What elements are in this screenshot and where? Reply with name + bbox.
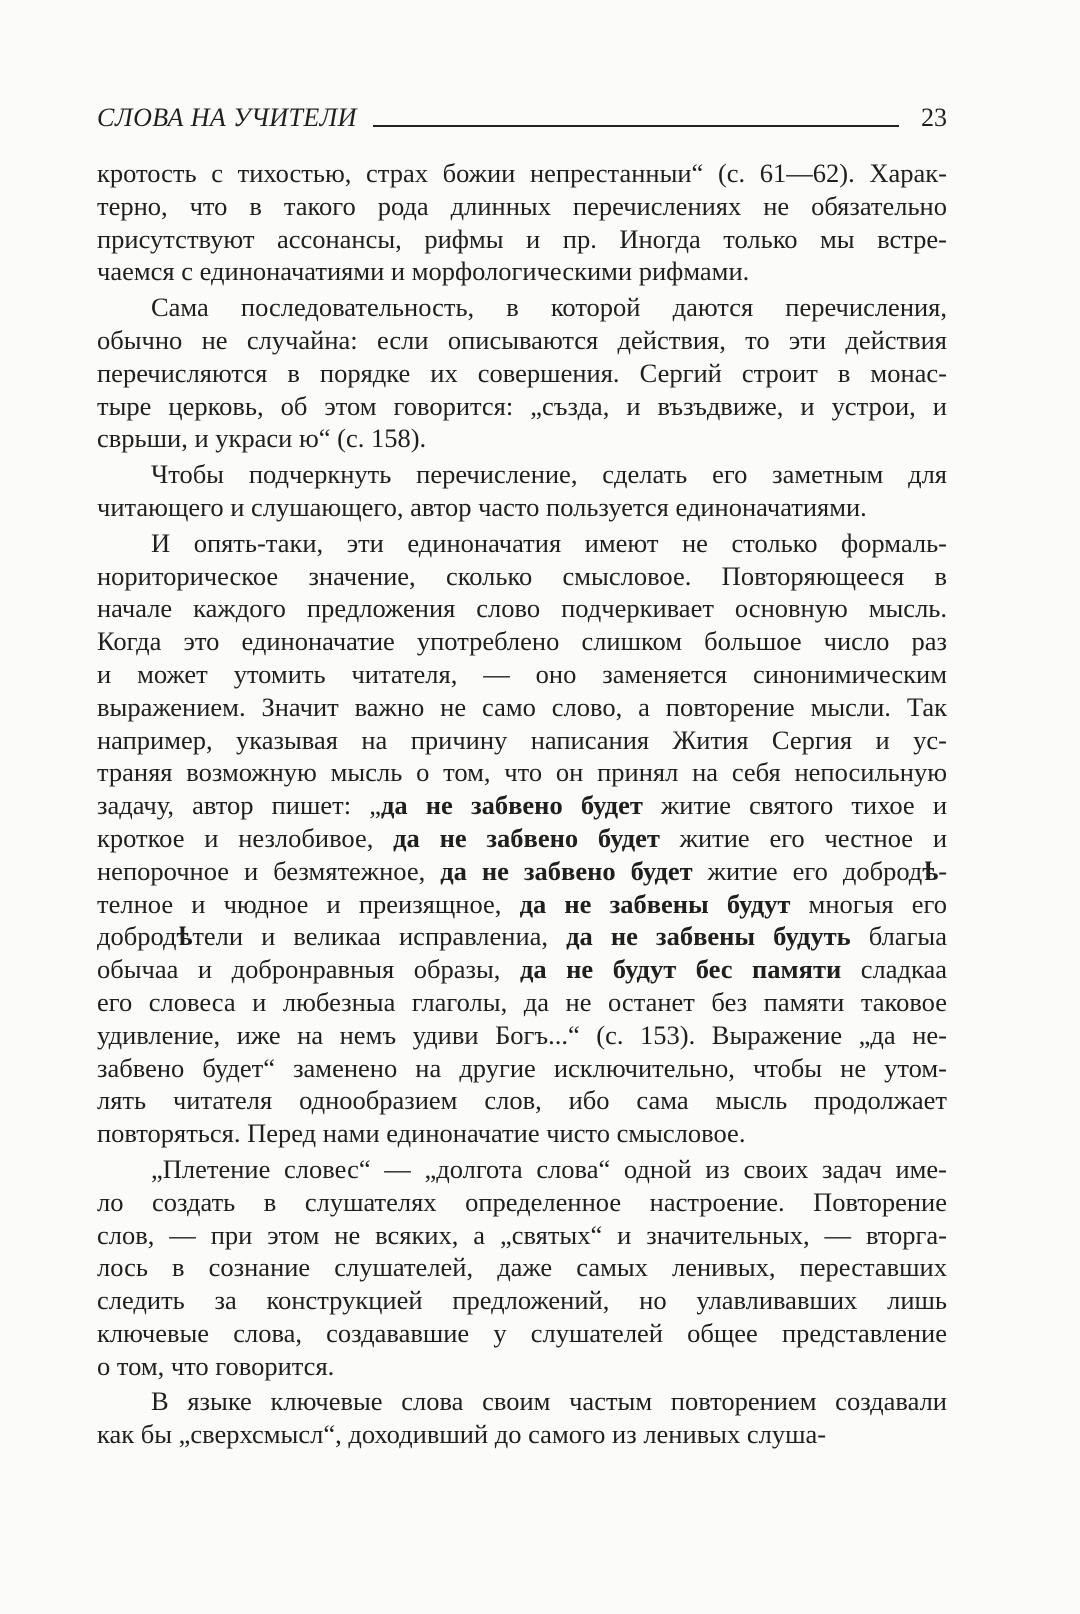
text-run: начале каждого предложения слово подчеркивает основную мысль. <box>97 593 947 624</box>
text-line <box>97 1186 947 1219</box>
text-run: нориторическое значение, сколько смысловое. Повторяющееся в <box>97 560 947 591</box>
text-run: чаемся с единоначатиями и морфологическими рифмами. <box>97 256 750 287</box>
bold-text-run: ѣ <box>922 855 939 886</box>
text-run: лять читателя однообразием слов, ибо сама мысль продолжает <box>97 1085 947 1116</box>
paragraph <box>97 458 947 524</box>
text-run: сврьши, и украси ю“ (с. 158). <box>97 423 427 454</box>
text-run: кроткое и незлобивое, <box>97 822 394 853</box>
text-run: благыа <box>850 921 947 952</box>
bold-text-run: да не забвено будет <box>393 822 660 853</box>
body-text <box>97 157 947 1451</box>
bold-text-run: да не забвено будет <box>440 855 693 886</box>
text-run: о том, что говорится. <box>97 1350 335 1381</box>
text-line <box>97 756 947 789</box>
paragraph <box>97 1385 947 1451</box>
text-line <box>97 625 947 658</box>
text-line <box>97 658 947 691</box>
text-line <box>97 1052 947 1085</box>
running-title: СЛОВА НА УЧИТЕЛИ <box>97 103 357 132</box>
text-line <box>97 592 947 625</box>
text-line <box>97 1153 947 1186</box>
text-run: тели и великаа исправлениа, <box>192 921 567 952</box>
text-line <box>97 255 947 288</box>
text-run: задачу, автор пишет: „ <box>97 790 381 821</box>
paragraph <box>97 527 947 1150</box>
text-run: Чтобы подчеркнуть перечисление, сделать его заметным для <box>151 459 947 490</box>
text-run: В языке ключевые слова своим частым повторением создавали <box>151 1386 947 1417</box>
text-line <box>97 855 947 888</box>
text-run: как бы „сверхсмысл“, доходивший до самого из ленивых слуша- <box>97 1419 827 1450</box>
bold-text-run: ѣ <box>176 921 193 952</box>
text-line <box>97 491 947 524</box>
text-line <box>97 1219 947 1252</box>
text-run: его словеса и любезныа глаголы, да не останет без памяти таковое <box>97 986 947 1017</box>
text-run: следить за конструкцией предложений, но улавливавших лишь <box>97 1285 947 1316</box>
text-run: многыя его <box>790 888 947 919</box>
text-line <box>97 1350 947 1383</box>
text-run: терно, что в такого рода длинных перечислениях не обязательно <box>97 190 947 221</box>
text-run: телное и чюдное и преизящное, <box>97 888 520 919</box>
text-line <box>97 1117 947 1150</box>
text-run: „Плетение словес“ — „долгота слова“ одной из своих задач име- <box>151 1153 947 1184</box>
text-run: обычаа и добронравныя образы, <box>97 954 520 985</box>
text-line <box>97 1418 947 1451</box>
text-line <box>97 789 947 822</box>
text-run: тыре церковь, об этом говорится: „създа, и възъдвиже, и устрои, и <box>97 390 947 421</box>
text-line <box>97 190 947 223</box>
text-run: сладкаа <box>841 954 947 985</box>
bold-text-run: да не забвено будет <box>380 790 643 821</box>
text-line <box>97 1251 947 1284</box>
text-line <box>97 691 947 724</box>
text-run: житие святого тихое и <box>642 790 948 821</box>
text-run: Сама последовательность, в которой даются перечисления, <box>151 292 947 323</box>
bold-text-run: да не забвены будуть <box>566 921 851 952</box>
text-run: присутствуют ассонансы, рифмы и пр. Иногда только мы встре- <box>97 223 947 254</box>
text-line <box>97 291 947 324</box>
text-run: ключевые слова, создававшие у слушателей общее представление <box>97 1317 947 1348</box>
paragraph <box>97 1153 947 1383</box>
text-run: слов, — при этом не всяких, а „святых“ и значительных, — вторга- <box>97 1219 947 1250</box>
text-run: И опять-таки, эти единоначатия имеют не столько формаль- <box>151 527 947 558</box>
text-run: житие его честное и <box>659 822 947 853</box>
text-run: житие его доброд <box>692 855 923 886</box>
text-run: лось в сознание слушателей, даже самых ленивых, переставших <box>97 1252 947 1283</box>
text-line <box>97 953 947 986</box>
text-line <box>97 324 947 357</box>
bold-text-run: да не забвены будут <box>519 888 791 919</box>
text-line <box>97 527 947 560</box>
text-line <box>97 986 947 1019</box>
paragraph <box>97 157 947 288</box>
text-line <box>97 1317 947 1350</box>
text-run: перечисляются в порядке их совершения. Сергий строит в монас- <box>97 357 947 388</box>
text-line <box>97 1385 947 1418</box>
text-line <box>97 822 947 855</box>
text-line <box>97 560 947 593</box>
text-line <box>97 1084 947 1117</box>
page-number: 23 <box>921 103 947 132</box>
text-line <box>97 724 947 757</box>
bold-text-run: да не будут бес памяти <box>519 954 842 985</box>
text-run: - <box>938 855 948 886</box>
text-run: удивление, иже на немъ удиви Богъ...“ (с. 153). Выражение „да не- <box>97 1019 947 1050</box>
text-run: повторяться. Перед нами единоначатие чисто смысловое. <box>97 1118 746 1149</box>
text-line <box>97 357 947 390</box>
text-line <box>97 157 947 190</box>
text-run: доброд <box>97 921 177 952</box>
text-line <box>97 223 947 256</box>
text-run: кротость с тихостью, страх божии непрестанныи“ (с. 61—62). Харак- <box>97 158 947 188</box>
text-run: непорочное и безмятежное, <box>97 855 441 886</box>
running-head <box>97 103 947 139</box>
text-run: ло создать в слушателях определенное настроение. Повторение <box>97 1186 947 1217</box>
text-run: забвено будет“ заменено на другие исключительно, чтобы не утом- <box>97 1052 947 1083</box>
text-line <box>97 1019 947 1052</box>
text-line <box>97 1284 947 1317</box>
header-rule <box>373 125 899 127</box>
text-run: траняя возможную мысль о том, что он принял на себя непосильную <box>97 757 947 788</box>
paragraph <box>97 291 947 455</box>
text-run: читающего и слушающего, автор часто пользуется единоначатиями. <box>97 491 867 522</box>
text-run: обычно не случайна: если описываются действия, то эти действия <box>97 324 947 355</box>
text-run: и может утомить читателя, — оно заменяется синонимическим <box>97 658 947 689</box>
text-line <box>97 390 947 423</box>
text-run: Когда это единоначатие употреблено слишком большое число раз <box>97 626 947 657</box>
text-run: например, указывая на причину написания Жития Сергия и ус- <box>97 724 947 755</box>
text-line <box>97 458 947 491</box>
text-line <box>97 920 947 953</box>
text-line <box>97 422 947 455</box>
text-run: выражением. Значит важно не само слово, а повторение мысли. Так <box>97 691 947 722</box>
text-line <box>97 888 947 921</box>
